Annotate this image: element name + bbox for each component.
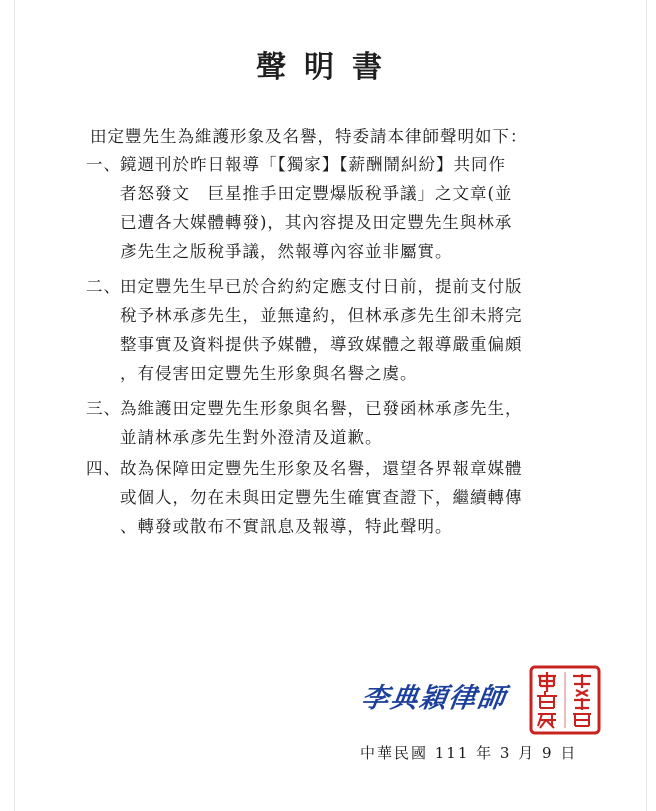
- section-number: 二、: [86, 277, 121, 296]
- section-line: 、轉發或散布不實訊息及報導，特此聲明。: [120, 517, 453, 536]
- section-line: 鏡週刊於昨日報導「【獨家】【薪酬鬧糾紛】共同作: [120, 155, 506, 174]
- statement-section-1: [86, 150, 626, 266]
- section-line: 已遭各大媒體轉發)，其內容提及田定豐先生與林承: [120, 213, 513, 232]
- section-line: 整事實及資料提供予媒體，導致媒體之報導嚴重偏頗: [120, 335, 523, 354]
- section-line: 稅予林承彥先生，並無違約，但林承彥先生卻未將完: [120, 306, 523, 325]
- section-line: 彥先生之版稅爭議，然報導內容並非屬實。: [120, 242, 453, 261]
- signature-block: [359, 676, 532, 720]
- section-number: 一、: [86, 155, 121, 174]
- intro-paragraph: 田定豐先生為維護形象及名譽，特委請本律師聲明如下：: [90, 127, 528, 146]
- section-line: 者怒發文 巨星推手田定豐爆版稅爭議」之文章(並: [120, 184, 513, 203]
- statement-section-2: [86, 272, 626, 388]
- section-line: 為維護田定豐先生形象與名譽，已發函林承彥先生，: [120, 399, 523, 418]
- statement-section-4: [86, 454, 626, 541]
- document-date: 中華民國 111 年 3 月 9 日: [360, 744, 578, 762]
- section-line: 並請林承彥先生對外澄清及道歉。: [120, 428, 383, 447]
- section-line: 田定豐先生早已於合約約定應支付日前，提前支付版: [120, 277, 523, 296]
- section-number: 三、: [86, 399, 121, 418]
- seal-stamp-icon: [528, 664, 602, 736]
- section-line: ，有侵害田定豐先生形象與名譽之虞。: [120, 364, 418, 383]
- section-line: 或個人，勿在未與田定豐先生確實查證下，繼續轉傳: [120, 488, 523, 507]
- section-number: 四、: [86, 459, 121, 478]
- lawyer-signature: 李典穎律師: [359, 683, 509, 714]
- statement-section-3: [86, 394, 626, 452]
- section-line: 故為保障田定豐先生形象及名譽，還望各界報章媒體: [120, 459, 523, 478]
- page-title: 聲明書: [256, 50, 400, 85]
